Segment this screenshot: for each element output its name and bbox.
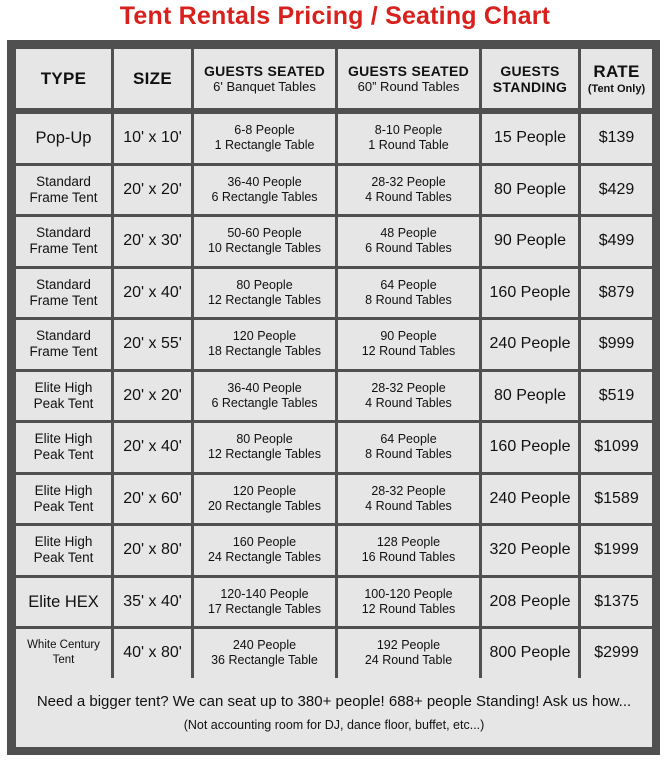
round-people: 64 People [380, 277, 437, 292]
row-9-rate-cell [581, 526, 652, 575]
row-10-rate-cell [581, 578, 652, 627]
rate-price: $499 [598, 232, 635, 250]
tent-type-line2: Peak Tent [33, 395, 94, 411]
standing-count: 160 People [489, 438, 571, 456]
tent-size: 10' x 10' [123, 129, 182, 147]
row-2-type-cell [16, 166, 111, 215]
rate-price: $1375 [594, 592, 639, 610]
row-6-size-cell [114, 372, 191, 421]
row-4-round-cell [338, 269, 479, 318]
round-tables: 8 Round Tables [365, 292, 452, 307]
row-6-standing-cell [482, 372, 578, 421]
tent-type: Elite High [34, 534, 93, 550]
tent-type-line2: Peak Tent [33, 447, 94, 463]
row-10-size-cell [114, 578, 191, 627]
row-9-round-cell [338, 526, 479, 575]
banquet-people: 36-40 People [227, 174, 302, 189]
header-banquet-sub: 6' Banquet Tables [213, 78, 316, 94]
row-4-banquet-cell [194, 269, 335, 318]
tent-size: 20' x 20' [123, 386, 182, 404]
banquet-tables: 18 Rectangle Tables [207, 344, 322, 359]
row-4-type-cell [16, 269, 111, 318]
header-rate-title: RATE [593, 61, 640, 81]
page-title: Tent Rentals Pricing / Seating Chart [119, 2, 551, 30]
banquet-people: 120 People [232, 329, 297, 344]
header-rate [581, 49, 652, 108]
row-3-banquet-cell [194, 217, 335, 266]
rate-price: $1099 [594, 438, 639, 456]
header-round-sub: 60” Round Tables [357, 78, 460, 94]
header-banquet-title: GUESTS SEATED [203, 62, 326, 79]
tent-size: 35' x 40' [123, 592, 182, 610]
row-5-size-cell [114, 320, 191, 369]
tent-size: 20' x 80' [123, 541, 182, 559]
row-2-rate-cell [581, 166, 652, 215]
header-size-label: SIZE [133, 68, 172, 88]
row-9-standing-cell [482, 526, 578, 575]
standing-count: 15 People [493, 129, 567, 147]
header-type-label: TYPE [40, 68, 87, 88]
row-5-standing-cell [482, 320, 578, 369]
banquet-tables: 24 Rectangle Tables [207, 550, 322, 565]
tent-type: Standard [36, 328, 91, 344]
row-8-round-cell [338, 475, 479, 524]
round-tables: 4 Round Tables [365, 498, 452, 513]
header-type [16, 49, 111, 108]
row-9-banquet-cell [194, 526, 335, 575]
banquet-tables: 36 Rectangle Table [211, 653, 318, 668]
row-7-size-cell [114, 423, 191, 472]
row-9-size-cell [114, 526, 191, 575]
standing-count: 240 People [489, 335, 571, 353]
round-tables: 1 Round Table [368, 138, 449, 153]
standing-count: 208 People [489, 592, 571, 610]
tent-type-line2: Frame Tent [29, 189, 98, 205]
round-people: 64 People [380, 432, 437, 447]
row-6-rate-cell [581, 372, 652, 421]
standing-count: 80 People [493, 180, 567, 198]
header-banquet [194, 49, 335, 108]
row-7-type-cell [16, 423, 111, 472]
tent-type: Standard [36, 173, 91, 189]
tent-size: 40' x 80' [123, 644, 182, 662]
banquet-people: 240 People [232, 638, 297, 653]
tent-size: 20' x 40' [123, 283, 182, 301]
row-5-round-cell [338, 320, 479, 369]
banquet-people: 36-40 People [227, 380, 302, 395]
banquet-people: 120-140 People [220, 586, 309, 601]
row-8-type-cell [16, 475, 111, 524]
row-3-size-cell [114, 217, 191, 266]
tent-size: 20' x 40' [123, 438, 182, 456]
row-6-round-cell [338, 372, 479, 421]
round-tables: 12 Round Tables [361, 601, 456, 616]
tent-size: 20' x 60' [123, 489, 182, 507]
round-people: 192 People [376, 638, 441, 653]
row-8-size-cell [114, 475, 191, 524]
row-10-standing-cell [482, 578, 578, 627]
round-tables: 8 Round Tables [365, 447, 452, 462]
row-7-round-cell [338, 423, 479, 472]
banquet-tables: 20 Rectangle Tables [207, 498, 322, 513]
row-11-round-cell [338, 629, 479, 678]
tent-type-line2: Tent [52, 654, 75, 667]
standing-count: 320 People [489, 541, 571, 559]
row-1-rate-cell [581, 114, 652, 163]
row-1-type-cell [16, 114, 111, 163]
round-people: 28-32 People [371, 174, 446, 189]
row-10-banquet-cell [194, 578, 335, 627]
footer-line2: (Not accounting room for DJ, dance floor, buffet, etc...) [183, 717, 485, 732]
row-4-standing-cell [482, 269, 578, 318]
rate-price: $139 [598, 129, 635, 147]
row-2-standing-cell [482, 166, 578, 215]
tent-type: White Century [27, 639, 100, 652]
round-people: 90 People [380, 329, 437, 344]
tent-type: Elite High [34, 482, 93, 498]
banquet-tables: 10 Rectangle Tables [207, 241, 322, 256]
rate-price: $1999 [594, 541, 639, 559]
tent-type-line2: Frame Tent [29, 292, 98, 308]
row-8-rate-cell [581, 475, 652, 524]
banquet-people: 160 People [232, 535, 297, 550]
round-tables: 6 Round Tables [365, 241, 452, 256]
standing-count: 80 People [493, 386, 567, 404]
header-standing-line1: GUESTS [500, 62, 560, 79]
banquet-people: 80 People [236, 432, 293, 447]
row-5-banquet-cell [194, 320, 335, 369]
row-10-round-cell [338, 578, 479, 627]
row-5-rate-cell [581, 320, 652, 369]
header-rate-sub: (Tent Only) [587, 82, 646, 95]
row-4-size-cell [114, 269, 191, 318]
rate-price: $999 [598, 335, 635, 353]
header-round-title: GUESTS SEATED [347, 62, 470, 79]
rate-price: $2999 [594, 644, 639, 662]
row-11-size-cell [114, 629, 191, 678]
rate-price: $519 [598, 386, 635, 404]
tent-type-line2: Frame Tent [29, 241, 98, 257]
round-people: 48 People [380, 226, 437, 241]
round-tables: 4 Round Tables [365, 395, 452, 410]
tent-size: 20' x 55' [123, 335, 182, 353]
round-tables: 24 Round Table [364, 653, 453, 668]
row-2-size-cell [114, 166, 191, 215]
row-6-banquet-cell [194, 372, 335, 421]
row-3-rate-cell [581, 217, 652, 266]
banquet-people: 120 People [232, 483, 297, 498]
tent-size: 20' x 20' [123, 180, 182, 198]
tent-type: Elite High [34, 379, 93, 395]
standing-count: 160 People [489, 283, 571, 301]
round-people: 100-120 People [364, 586, 453, 601]
standing-count: 800 People [489, 644, 571, 662]
round-people: 8-10 People [374, 123, 443, 138]
row-1-round-cell [338, 114, 479, 163]
tent-type-line2: Frame Tent [29, 344, 98, 360]
round-tables: 16 Round Tables [361, 550, 456, 565]
round-people: 28-32 People [371, 380, 446, 395]
banquet-tables: 17 Rectangle Tables [207, 601, 322, 616]
row-1-banquet-cell [194, 114, 335, 163]
row-11-standing-cell [482, 629, 578, 678]
tent-type: Elite High [34, 431, 93, 447]
tent-type: Standard [36, 225, 91, 241]
row-2-banquet-cell [194, 166, 335, 215]
row-11-rate-cell [581, 629, 652, 678]
row-6-type-cell [16, 372, 111, 421]
row-3-type-cell [16, 217, 111, 266]
round-people: 128 People [376, 535, 441, 550]
tent-type-line2: Peak Tent [33, 550, 94, 566]
row-11-type-cell [16, 629, 111, 678]
row-7-standing-cell [482, 423, 578, 472]
rate-price: $429 [598, 180, 635, 198]
rate-price: $1589 [594, 489, 639, 507]
rate-price: $879 [598, 283, 635, 301]
header-size [114, 49, 191, 108]
standing-count: 90 People [493, 232, 567, 250]
header-round [338, 49, 479, 108]
tent-type: Standard [36, 276, 91, 292]
banquet-tables: 1 Rectangle Table [214, 138, 315, 153]
banquet-tables: 12 Rectangle Tables [207, 292, 322, 307]
pricing-table [7, 40, 660, 755]
round-people: 28-32 People [371, 483, 446, 498]
row-2-round-cell [338, 166, 479, 215]
footer-note [16, 678, 652, 747]
row-10-type-cell [16, 578, 111, 627]
tent-type: Elite HEX [28, 592, 99, 611]
round-tables: 12 Round Tables [361, 344, 456, 359]
header-standing [482, 49, 578, 108]
tent-size: 20' x 30' [123, 232, 182, 250]
banquet-people: 50-60 People [227, 226, 302, 241]
row-3-round-cell [338, 217, 479, 266]
banquet-tables: 6 Rectangle Tables [211, 189, 318, 204]
tent-type-line2: Peak Tent [33, 498, 94, 514]
banquet-tables: 6 Rectangle Tables [211, 395, 318, 410]
banquet-people: 80 People [236, 277, 293, 292]
standing-count: 240 People [489, 489, 571, 507]
row-1-standing-cell [482, 114, 578, 163]
row-8-banquet-cell [194, 475, 335, 524]
banquet-tables: 12 Rectangle Tables [207, 447, 322, 462]
row-4-rate-cell [581, 269, 652, 318]
row-3-standing-cell [482, 217, 578, 266]
row-7-banquet-cell [194, 423, 335, 472]
row-5-type-cell [16, 320, 111, 369]
tent-type: Pop-Up [35, 129, 92, 148]
row-8-standing-cell [482, 475, 578, 524]
row-1-size-cell [114, 114, 191, 163]
row-9-type-cell [16, 526, 111, 575]
row-7-rate-cell [581, 423, 652, 472]
footer-line1: Need a bigger tent? We can seat up to 380+ people! 688+ people Standing! Ask us how... [36, 692, 632, 710]
row-11-banquet-cell [194, 629, 335, 678]
round-tables: 4 Round Tables [365, 189, 452, 204]
header-standing-line2: STANDING [492, 78, 568, 95]
banquet-people: 6-8 People [234, 123, 295, 138]
